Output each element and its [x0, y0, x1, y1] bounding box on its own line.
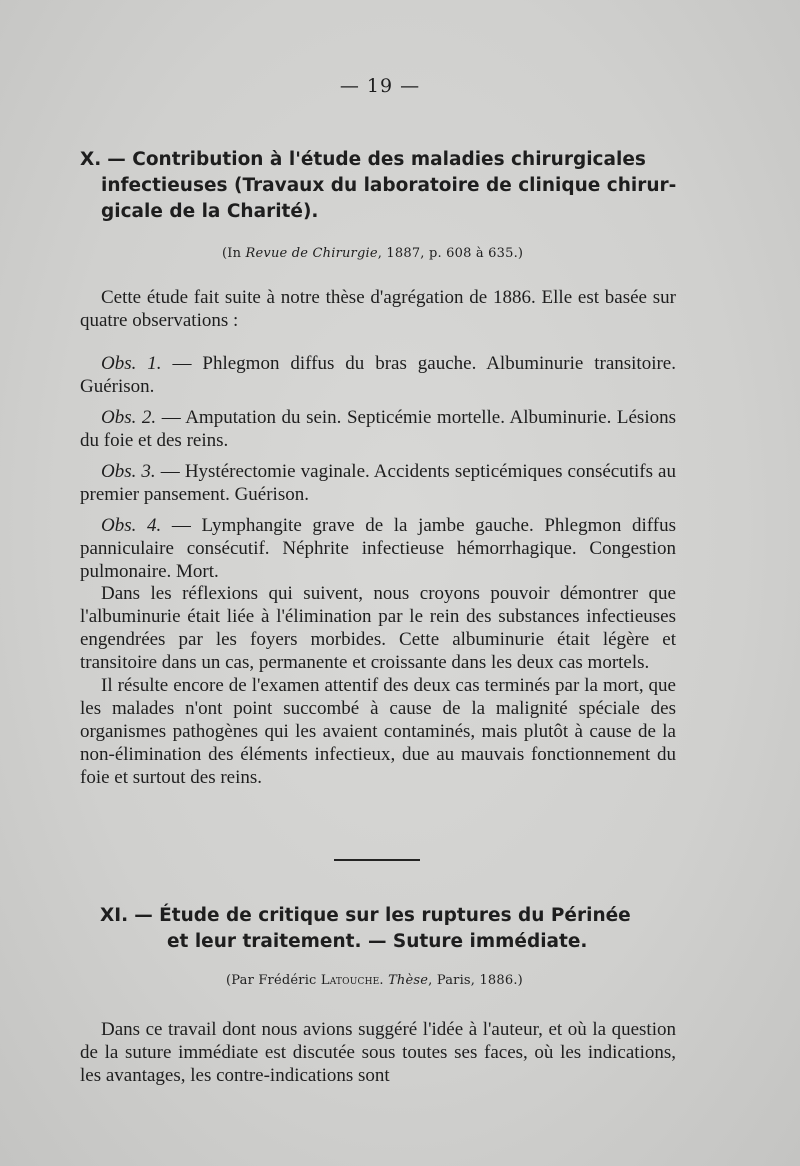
observation-item	[80, 514, 676, 583]
observation-text: — Amputation du sein. Septicémie mortelle. Albuminurie. Lésions du foie et des reins.	[80, 407, 676, 451]
observations-list	[80, 352, 676, 583]
section-xi-paragraph: Dans ce travail dont nous avions suggéré l'idée à l'auteur, et où la question de la suture immédiate est discutée sous toutes ses faces, où les indications, les avantages, les contre-indications sont	[80, 1019, 676, 1086]
observation-label: Obs. 2.	[101, 407, 157, 428]
discussion-paragraph: Il résulte encore de l'examen attentif des deux cas terminés par la mort, que les malades n'ont point succombé à cause de la malignité spéciale des organismes pathogènes qui les avaient contaminés, mais plutôt à cause de la non-élimination des éléments infectieux, due au mauvais fonctionnement du foie et surtout des reins.	[80, 675, 676, 788]
section-x-title-line3: gicale de la Charité).	[101, 201, 319, 222]
section-xi-body	[80, 1018, 676, 1087]
discussion-paragraph: Dans les réflexions qui suivent, nous croyons pouvoir démontrer que l'albuminurie était liée à l'élimination par le rein des substances infectieuses engendrées par les foyers morbides. Cette albuminurie était légère et transitoire dans un cas, permanente et croissante dans les deux cas mortels.	[80, 583, 676, 673]
section-x-discussion	[80, 582, 676, 789]
observation-text: — Lymphangite grave de la jambe gauche. Phlegmon diffus panniculaire consécutif. Néphrite infectieuse hémorrhagique. Congestion pulmonaire. Mort.	[80, 515, 676, 582]
section-x-intro-paragraph: Cette étude fait suite à notre thèse d'agrégation de 1886. Elle est basée sur quatre observations :	[80, 287, 676, 331]
observation-label: Obs. 4.	[101, 515, 162, 536]
section-xi-title-line1: — Étude de critique sur les ruptures du Périnée	[134, 905, 631, 926]
observation-label: Obs. 3.	[101, 461, 156, 482]
observation-item	[80, 406, 676, 452]
observation-text: — Phlegmon diffus du bras gauche. Albuminurie transitoire. Guérison.	[80, 353, 676, 397]
section-divider	[334, 859, 420, 861]
section-xi-reference	[226, 973, 523, 988]
section-xi-heading	[100, 903, 660, 955]
section-xi-ref-suffix: , Paris, 1886.)	[428, 973, 523, 988]
observation-label: Obs. 1.	[101, 353, 162, 374]
section-xi-number: XI.	[100, 905, 129, 926]
section-x-ref-prefix: (In	[222, 246, 246, 261]
observation-item	[80, 460, 676, 506]
section-xi-ref-work: Thèse	[388, 973, 429, 988]
section-xi-title-line2: et leur traitement. — Suture immédiate.	[167, 931, 588, 952]
section-xi-ref-author: Latouche.	[320, 973, 384, 988]
section-x-number: X.	[80, 149, 102, 170]
observation-text: — Hystérectomie vaginale. Accidents septicémiques consécutifs au premier pansement. Guérison.	[80, 461, 676, 505]
observation-item	[80, 352, 676, 398]
section-x-title-line2: infectieuses (Travaux du laboratoire de clinique chirur-	[101, 175, 677, 196]
section-xi-ref-prefix: (Par Frédéric	[226, 973, 321, 988]
section-x-ref-suffix: , 1887, p. 608 à 635.)	[377, 246, 524, 261]
section-x-reference	[222, 246, 523, 261]
section-x-title-line1: — Contribution à l'étude des maladies chirurgicales	[107, 149, 646, 170]
page-number: — 19 —	[339, 75, 421, 97]
section-x-intro	[80, 286, 676, 332]
section-x-ref-journal: Revue de Chirurgie	[245, 246, 378, 261]
section-x-heading	[80, 147, 680, 225]
